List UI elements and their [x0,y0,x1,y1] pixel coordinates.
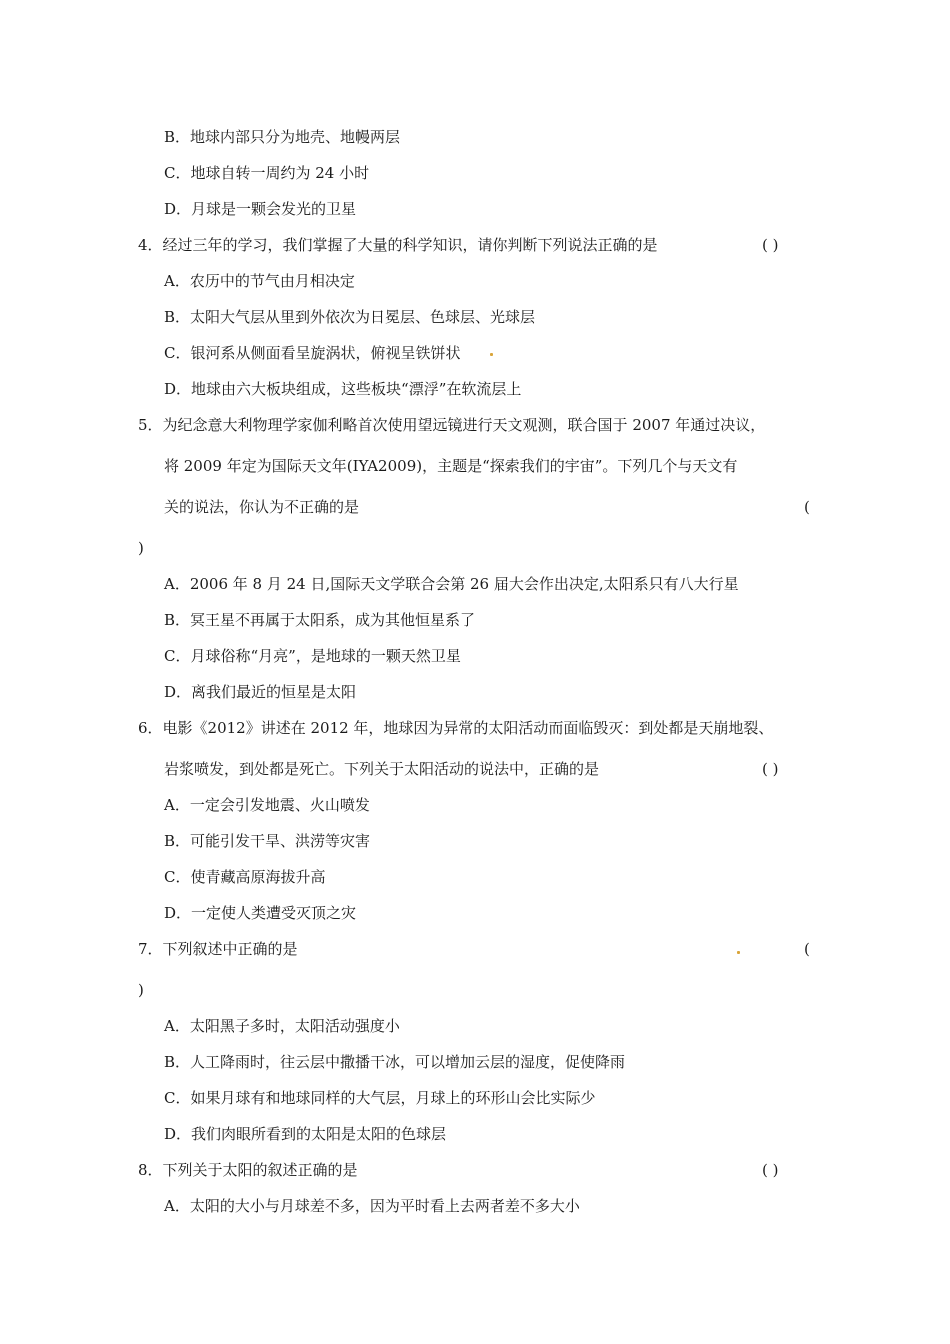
question-8: 8．下列关于太阳的叙述正确的是 [138,1161,358,1179]
q5-option-c: C．月球俗称“月亮”，是地球的一颗天然卫星 [164,647,461,665]
q5-option-a: A．2006 年 8 月 24 日,国际天文学联合会第 26 届大会作出决定,太阳系只有八大行星 [164,575,739,593]
question-7: 7．下列叙述中正确的是 [138,940,298,958]
q5-option-d: D．离我们最近的恒星是太阳 [164,683,357,701]
q3-option-c: C．地球自转一周约为 24 小时 [164,164,370,182]
question-4-answer-blank: ( ) [762,236,779,254]
q4-option-a: A．农历中的节气由月相决定 [164,272,355,290]
question-6-line-1: 6．电影《2012》讲述在 2012 年，地球因为异常的太阳活动而面临毁灭：到处都是天崩地裂、 [138,719,774,737]
question-5-paren-close: ) [138,539,144,557]
q3-option-d: D．月球是一颗会发光的卫星 [164,200,357,218]
q4-option-d: D．地球由六大板块组成，这些板块“漂浮”在软流层上 [164,380,522,398]
question-7-paren-close: ) [138,981,144,999]
speck-mark [490,353,493,356]
q6-option-d: D．一定使人类遭受灭顶之灾 [164,904,357,922]
q4-option-b: B．太阳大气层从里到外依次为日冕层、色球层、光球层 [164,308,536,326]
question-4: 4．经过三年的学习，我们掌握了大量的科学知识，请你判断下列说法正确的是 [138,236,658,254]
q6-option-b: B．可能引发干旱、洪涝等灾害 [164,832,371,850]
question-8-answer-blank: ( ) [762,1161,779,1179]
q7-option-b: B．人工降雨时，往云层中撒播干冰，可以增加云层的湿度，促使降雨 [164,1053,626,1071]
q8-option-a: A．太阳的大小与月球差不多，因为平时看上去两者差不多大小 [164,1197,580,1215]
question-5-line-1: 5．为纪念意大利物理学家伽利略首次使用望远镜进行天文观测，联合国于 2007 年通过决议， [138,416,766,434]
q7-option-a: A．太阳黑子多时，太阳活动强度小 [164,1017,400,1035]
q7-option-c: C．如果月球有和地球同样的大气层，月球上的环形山会比实际少 [164,1089,596,1107]
question-5-paren-open: ( [804,498,810,516]
speck-mark [737,951,740,954]
q7-option-d: D．我们肉眼所看到的太阳是太阳的色球层 [164,1125,447,1143]
question-6-answer-blank: ( ) [762,760,779,778]
q6-option-c: C．使青藏高原海拔升高 [164,868,326,886]
q4-option-c: C．银河系从侧面看呈旋涡状，俯视呈铁饼状 [164,344,461,362]
q5-option-b: B．冥王星不再属于太阳系，成为其他恒星系了 [164,611,476,629]
q3-option-b: B．地球内部只分为地壳、地幔两层 [164,128,401,146]
question-6-line-2: 岩浆喷发，到处都是死亡。下列关于太阳活动的说法中，正确的是 [164,760,600,778]
question-5-line-2: 将 2009 年定为国际天文年(IYA2009)，主题是“探索我们的宇宙”。下列几个与天文有 [164,457,738,475]
q6-option-a: A．一定会引发地震、火山喷发 [164,796,370,814]
question-7-paren-open: ( [804,940,810,958]
question-5-line-3: 关的说法，你认为不正确的是 [164,498,360,516]
